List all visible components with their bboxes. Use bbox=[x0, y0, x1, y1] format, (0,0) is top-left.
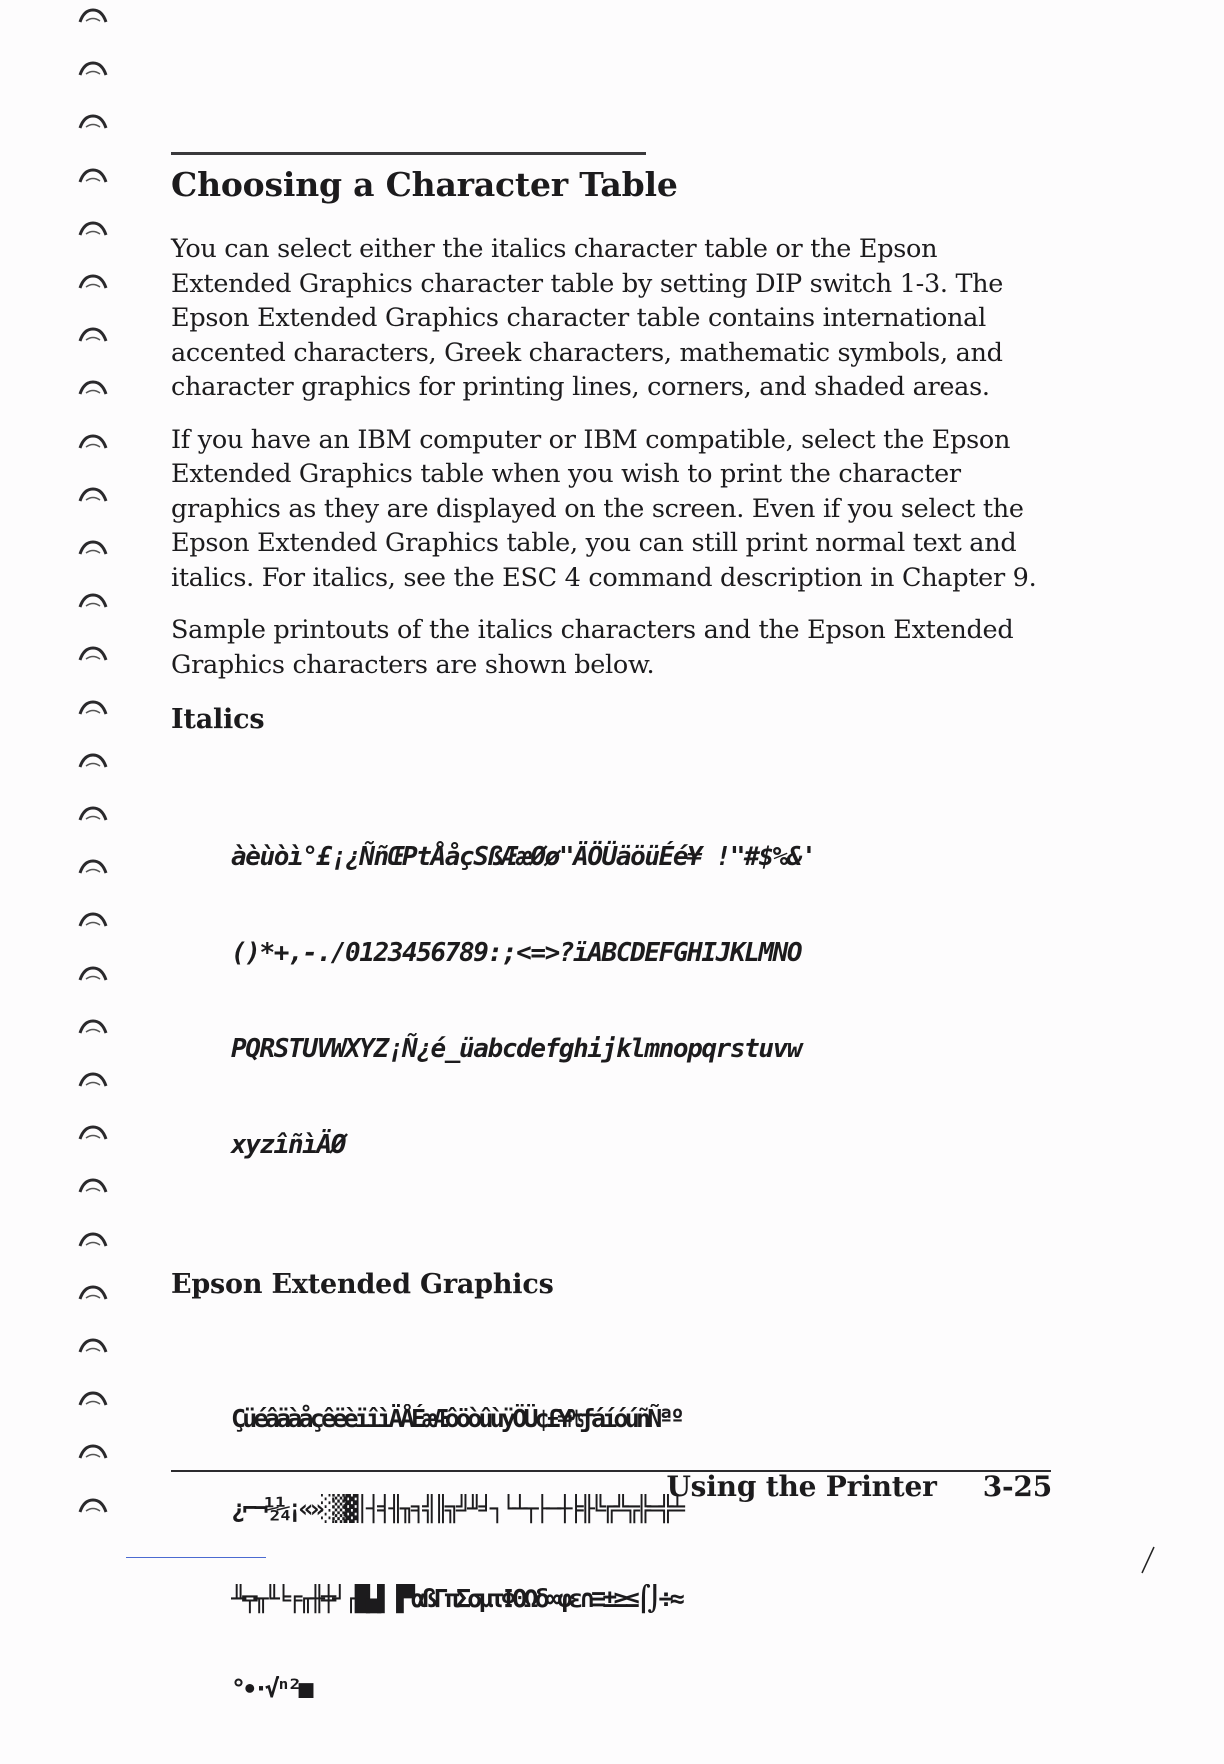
binding-ring bbox=[78, 487, 108, 503]
binding-ring bbox=[78, 1338, 108, 1354]
binding-ring bbox=[78, 434, 108, 450]
scan-artifact-mark bbox=[1138, 1545, 1158, 1575]
binding-ring bbox=[78, 1125, 108, 1141]
page-number: 3-25 bbox=[982, 1470, 1052, 1503]
binding-ring bbox=[78, 700, 108, 716]
binding-ring bbox=[78, 221, 108, 237]
italics-heading: Italics bbox=[171, 704, 265, 735]
binding-ring bbox=[78, 327, 108, 343]
graphics-heading: Epson Extended Graphics bbox=[171, 1269, 554, 1300]
binding-ring bbox=[78, 1285, 108, 1301]
binding-ring bbox=[78, 1019, 108, 1035]
binding-ring bbox=[78, 1232, 108, 1248]
italics-line: ()*+,-./0123456789:;<=>?ïABCDEFGHIJKLMNO bbox=[231, 938, 802, 968]
binding-ring bbox=[78, 168, 108, 184]
binding-ring bbox=[78, 1444, 108, 1460]
scan-artifact-line bbox=[126, 1557, 266, 1558]
binding-ring bbox=[78, 540, 108, 556]
graphics-line: ╨╤╥╙╘╒╓╫╪┘┌█▄▌▐▀αßΓπΣσµτΦΘΩδ∞φε∩≡±≥≤⌠⌡÷≈ bbox=[231, 1584, 682, 1613]
graphics-line: ¿⌐¬½¼¡«»░▒▓│┤╡╢╖╕╣║╗╝╜╛┐└┴┬├─┼╞╟╚╔╩╦╠═╬╧ bbox=[231, 1494, 682, 1523]
binding-ring bbox=[78, 593, 108, 609]
binding-ring bbox=[78, 1178, 108, 1194]
binding-ring bbox=[78, 1391, 108, 1407]
italics-line: àèùòì°£¡¿ÑñŒPtÅåçSßÆæØø"ÄÖÜäöüÉé¥ !"#$%&' bbox=[231, 842, 816, 872]
binding-ring bbox=[78, 806, 108, 822]
binding-ring bbox=[78, 274, 108, 290]
binding-ring bbox=[78, 753, 108, 769]
footer-section-title: Using the Printer bbox=[666, 1470, 937, 1503]
graphics-sample bbox=[231, 1344, 1061, 1764]
binding-ring bbox=[78, 8, 108, 24]
binding-ring bbox=[78, 1072, 108, 1088]
italics-sample bbox=[231, 777, 1061, 1225]
binding-ring bbox=[78, 912, 108, 928]
page-title: Choosing a Character Table bbox=[171, 165, 678, 204]
italics-line: xyzîñìÄØ bbox=[231, 1130, 346, 1160]
binding-ring bbox=[78, 966, 108, 982]
binding-ring bbox=[78, 1498, 108, 1514]
page-footer bbox=[666, 1470, 1052, 1503]
paragraph-ibm-compatible: If you have an IBM computer or IBM compatible, select the Epson Extended Graphics table when you wish to print the character graphics as they are displayed on the screen. Even if you select the Epson Extended Graphics table, you can still print normal text and italics. For italics, see the ESC 4 command description in Chapter 9. bbox=[171, 424, 1037, 593]
paragraph-dip-switch: You can select either the italics character table or the Epson Extended Graphics character table by setting DIP switch 1-3. The Epson Extended Graphics character table contains international accented characters, Greek characters, mathematic symbols, and character graphics for printing lines, corners, and shaded areas. bbox=[171, 234, 1004, 402]
binding-ring bbox=[78, 61, 108, 77]
spiral-binding bbox=[64, 0, 124, 1584]
graphics-line: °∙·√ⁿ²■ bbox=[231, 1674, 310, 1703]
binding-ring bbox=[78, 380, 108, 396]
binding-ring bbox=[78, 646, 108, 662]
binding-ring bbox=[78, 859, 108, 875]
italics-line: PQRSTUVWXYZ¡Ñ¿é_üabcdefghijklmnopqrstuvw bbox=[231, 1034, 802, 1064]
paragraph-sample-printouts: Sample printouts of the italics characters and the Epson Extended Graphics characters are shown below. bbox=[171, 615, 1014, 680]
graphics-line: ÇüéâäàåçêëèïîìÄÅÉæÆôöòûùÿÖÜ¢£¥₧ƒáíóúñÑªº bbox=[231, 1404, 682, 1433]
binding-ring bbox=[78, 114, 108, 130]
page-content bbox=[171, 152, 1061, 1764]
title-rule bbox=[171, 152, 646, 155]
